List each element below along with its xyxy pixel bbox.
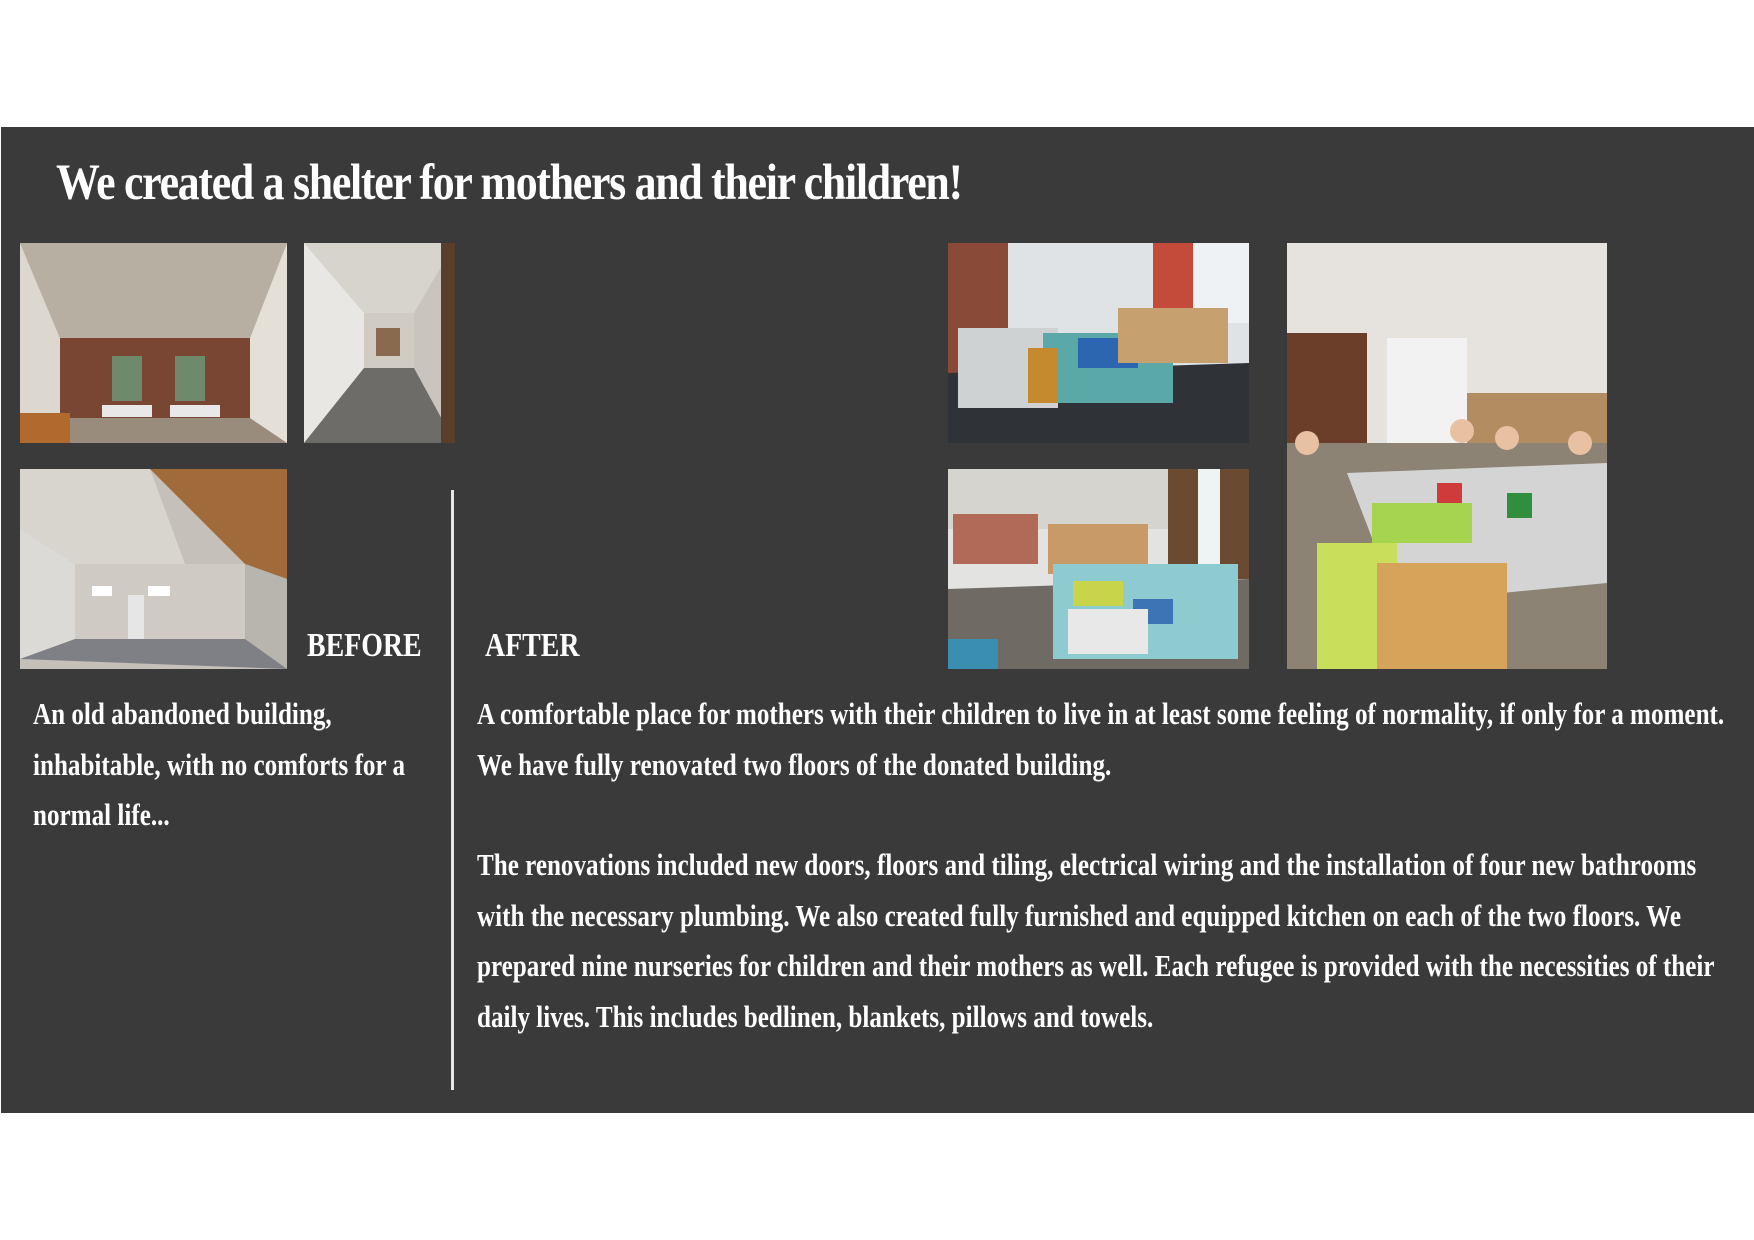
before-photo-attic-room: [20, 469, 287, 669]
before-photo-empty-room: [304, 243, 455, 443]
section-divider: [451, 490, 454, 1090]
after-paragraph-1: A comfortable place for mothers with their children to live in at least some feeling of normality, if only for a moment. We have fully renovated two floors of the donated building.: [477, 696, 1725, 782]
after-description: [477, 689, 1749, 1042]
before-description-text: An old abandoned building, inhabitable, with no comforts for a normal life...: [33, 696, 406, 832]
after-paragraph-2: The renovations included new doors, floors and tiling, electrical wiring and the installation of four new bathrooms with the necessary plumbing. We also created fully furnished and equipped kitchen on each of the two floors. We prepared nine nurseries for children and their mothers as well. Each refugee is provided with the necessities of their daily lives. This includes bedlinen, blankets, pillows and towels.: [477, 847, 1715, 1034]
before-photo-room-with-windows: [20, 243, 287, 443]
after-photo-nursery-beds: [948, 469, 1249, 669]
page-title: We created a shelter for mothers and their children!: [56, 155, 962, 211]
before-label: BEFORE: [307, 627, 422, 664]
after-photo-nursery-cribs: [948, 243, 1249, 443]
after-photo-kitchen-children: [1287, 243, 1607, 669]
before-description: [33, 689, 426, 841]
after-label: AFTER: [485, 627, 580, 664]
